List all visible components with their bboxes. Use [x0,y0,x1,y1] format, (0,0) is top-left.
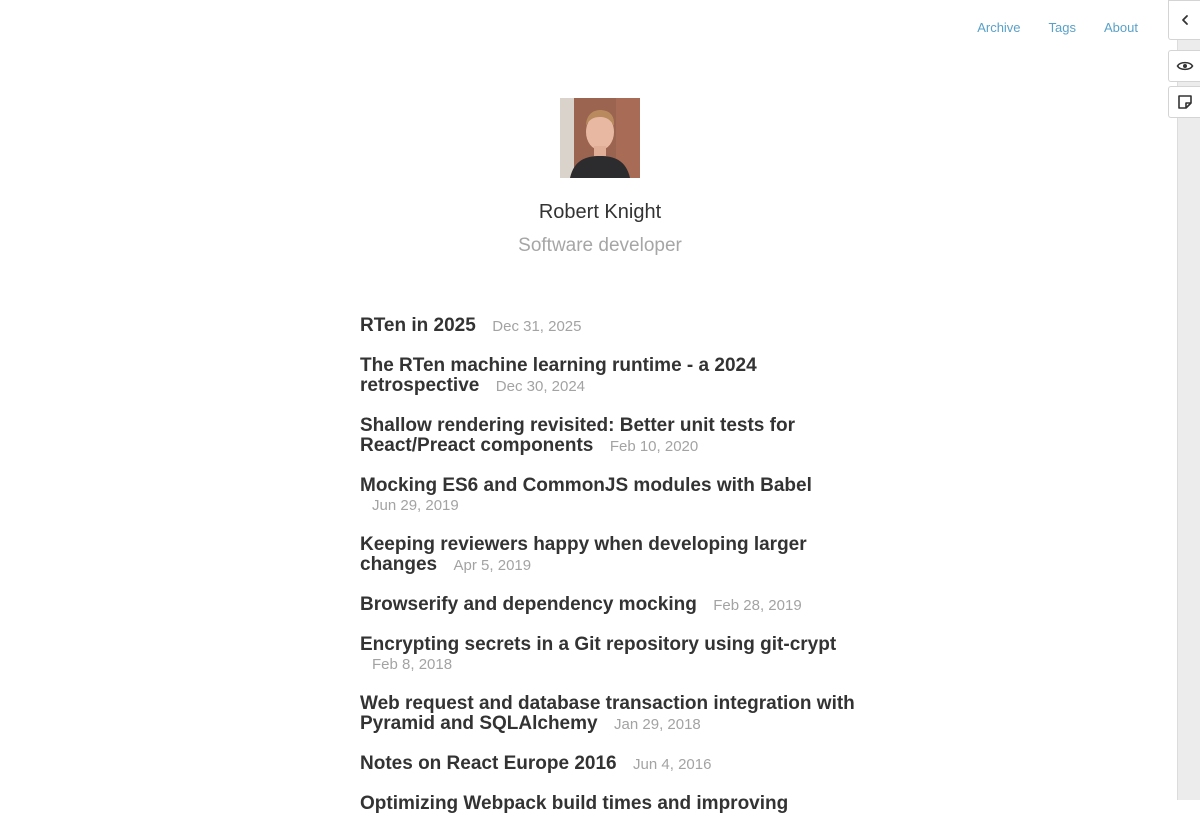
post-date: Jun 29, 2019 [372,497,459,514]
post-title-link[interactable]: The RTen machine learning runtime - a 2024 retrospective [360,355,757,396]
post-title-link[interactable]: Shallow rendering revisited: Better unit tests for React/Preact components [360,415,795,456]
avatar-photo [560,98,640,178]
post-date: Jan 29, 2018 [614,716,701,733]
author-name: Robert Knight [538,201,662,223]
avatar [560,98,640,178]
post-date: Feb 8, 2018 [372,656,453,673]
post-date: Feb 10, 2020 [609,438,699,455]
list-item [360,595,860,615]
post-title-link[interactable]: RTen in 2025 [360,315,476,336]
list-item [360,794,860,814]
list-item [360,754,860,774]
nav-about-link[interactable]: About [1104,20,1138,35]
post-date: Jun 4, 2016 [633,756,712,773]
post-date: Dec 31, 2025 [492,318,582,335]
list-item [360,416,860,456]
top-nav [949,20,1138,36]
post-title-link[interactable]: Web request and database transaction integration with Pyramid and SQLAlchemy [360,693,855,734]
eye-icon [1176,59,1194,73]
show-highlights-button[interactable] [1168,50,1200,82]
list-item [360,316,860,336]
post-list [360,316,860,834]
post-date: Feb 28, 2019 [713,597,802,614]
list-item [360,476,860,515]
profile-header [0,98,1200,258]
post-title-link[interactable]: Encrypting secrets in a Git repository using git-crypt [360,634,837,655]
post-title-link[interactable]: Notes on React Europe 2016 [360,753,617,774]
list-item [360,635,860,674]
post-date: Apr 5, 2019 [453,557,532,574]
nav-tags-link[interactable]: Tags [1048,20,1077,35]
nav-archive-link[interactable]: Archive [977,20,1021,35]
chevron-left-icon [1179,14,1191,26]
list-item [360,535,860,575]
post-title-link[interactable]: Optimizing Webpack build times and improving [360,793,789,814]
post-title-link[interactable]: Keeping reviewers happy when developing larger changes [360,534,807,575]
post-date: Dec 30, 2024 [495,378,586,395]
list-item [360,356,860,396]
list-item [360,694,860,734]
sidebar-toggle-button[interactable] [1168,0,1200,40]
post-title-link[interactable]: Mocking ES6 and CommonJS modules with Babel [360,475,812,496]
author-tagline: Software developer [518,235,682,256]
post-title-link[interactable]: Browserify and dependency mocking [360,594,697,615]
